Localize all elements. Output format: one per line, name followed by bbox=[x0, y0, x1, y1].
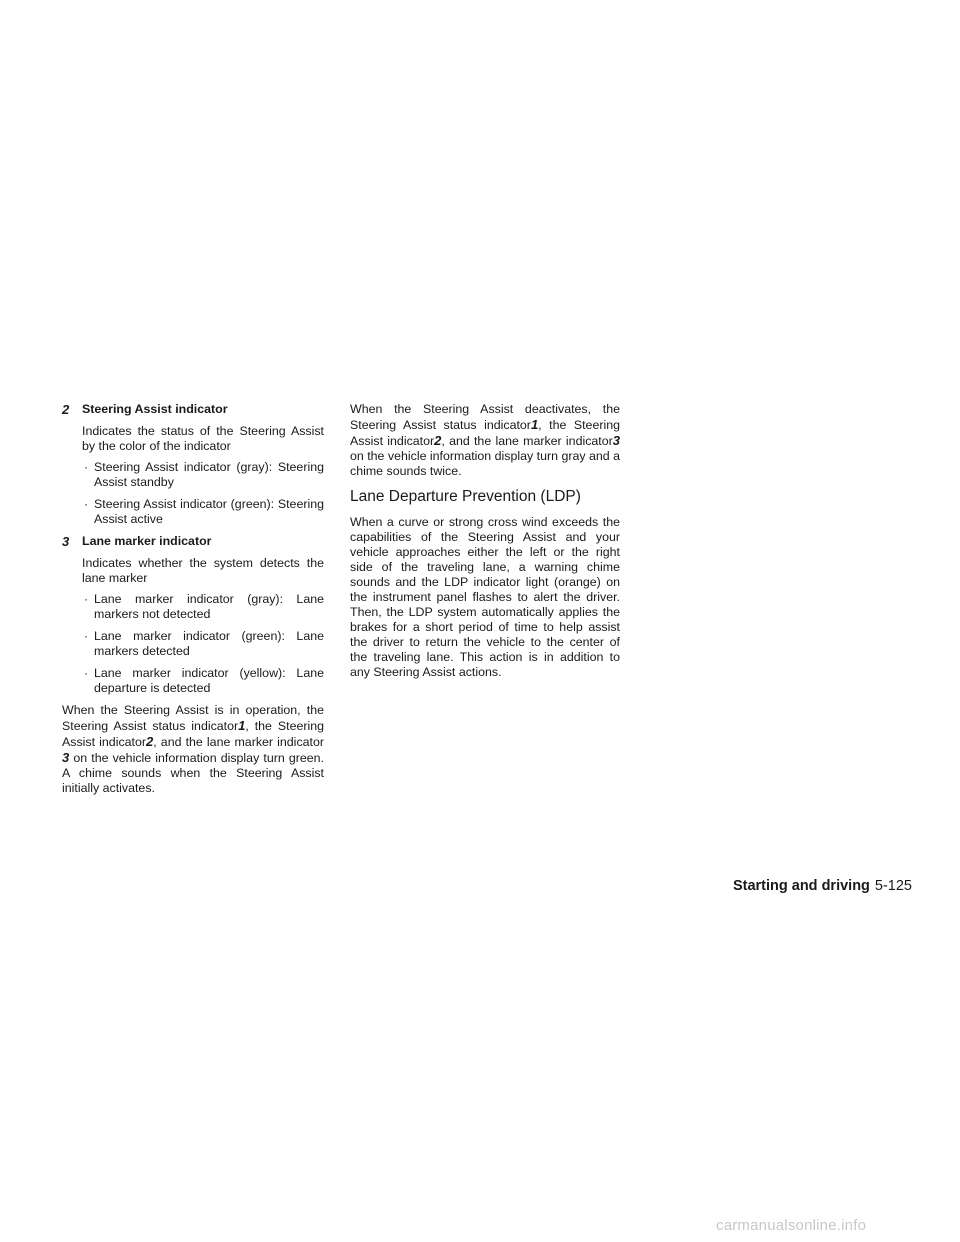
entry-heading-text: Lane marker indicator bbox=[82, 534, 212, 548]
text-run: , and the lane marker indicator bbox=[441, 434, 613, 448]
text-run: When the Steering Assist is in operation, the Steering Assist status indicator bbox=[62, 703, 324, 733]
bullet-item: · Steering Assist indicator (gray): Steering Assist standby bbox=[82, 460, 324, 490]
right-column bbox=[350, 402, 620, 686]
bullet-list bbox=[82, 460, 324, 527]
entry-body bbox=[62, 424, 324, 527]
bullet-item: · Lane marker indicator (green): Lane markers detected bbox=[82, 629, 324, 659]
entry-description: Indicates the status of the Steering Assist by the color of the indicator bbox=[82, 424, 324, 453]
entry-description: Indicates whether the system detects the lane marker bbox=[82, 556, 324, 585]
text-run: on the vehicle information display turn gray and a chime sounds twice. bbox=[350, 449, 620, 478]
ldp-paragraph: When a curve or strong cross wind exceeds the capabilities of the Steering Assist and your vehicle approaches either the left or the right side of the traveling lane, a warning chime sounds and the LDP indicator light (orange) on the instrument panel flashes to alert the driver. Then, the LDP system automatically applies the brakes for a short period of time to help assist the driver to return the vehicle to the center of the traveling lane. This action is in addition to any Steering Assist actions. bbox=[350, 515, 620, 679]
callout-number: 2 bbox=[146, 734, 154, 749]
bullet-item: · Lane marker indicator (gray): Lane markers not detected bbox=[82, 592, 324, 622]
entry-heading-text: Steering Assist indicator bbox=[82, 402, 228, 416]
callout-number: 2 bbox=[62, 402, 70, 417]
callout-number: 2 bbox=[434, 433, 442, 448]
text-run: , the Steering Assist indicator bbox=[350, 418, 621, 448]
chapter-title: Starting and driving bbox=[732, 878, 870, 894]
watermark: carmanualsonline.info bbox=[716, 1217, 867, 1234]
left-column bbox=[62, 402, 324, 802]
text-run: on the vehicle information display turn green. A chime sounds when the Steering Assist initially activates. bbox=[62, 751, 324, 795]
callout-number: 3 bbox=[62, 750, 70, 765]
entry-lane-marker-indicator bbox=[62, 534, 324, 696]
bullet-item: · Steering Assist indicator (green): Steering Assist active bbox=[82, 497, 324, 527]
text-run: , and the lane marker indicator bbox=[153, 735, 324, 749]
callout-number: 1 bbox=[238, 718, 246, 733]
deactivate-paragraph bbox=[350, 402, 620, 479]
entry-heading bbox=[62, 402, 324, 417]
entry-body bbox=[62, 556, 324, 696]
callout-number: 3 bbox=[612, 433, 620, 448]
text-run: When the Steering Assist deactivates, the Steering Assist status indicator bbox=[350, 402, 620, 432]
entry-heading bbox=[62, 534, 324, 549]
page-number: 5-125 bbox=[874, 878, 912, 894]
text-run: , the Steering Assist indicator bbox=[62, 719, 325, 749]
callout-number: 3 bbox=[62, 534, 70, 549]
operation-paragraph bbox=[62, 703, 324, 796]
section-title: Lane Departure Prevention (LDP) bbox=[350, 488, 581, 505]
entry-steering-assist-indicator bbox=[62, 402, 324, 527]
bullet-list bbox=[82, 592, 324, 696]
bullet-item: · Lane marker indicator (yellow): Lane departure is detected bbox=[82, 666, 324, 696]
callout-number: 1 bbox=[530, 417, 539, 432]
page-footer bbox=[733, 876, 912, 896]
